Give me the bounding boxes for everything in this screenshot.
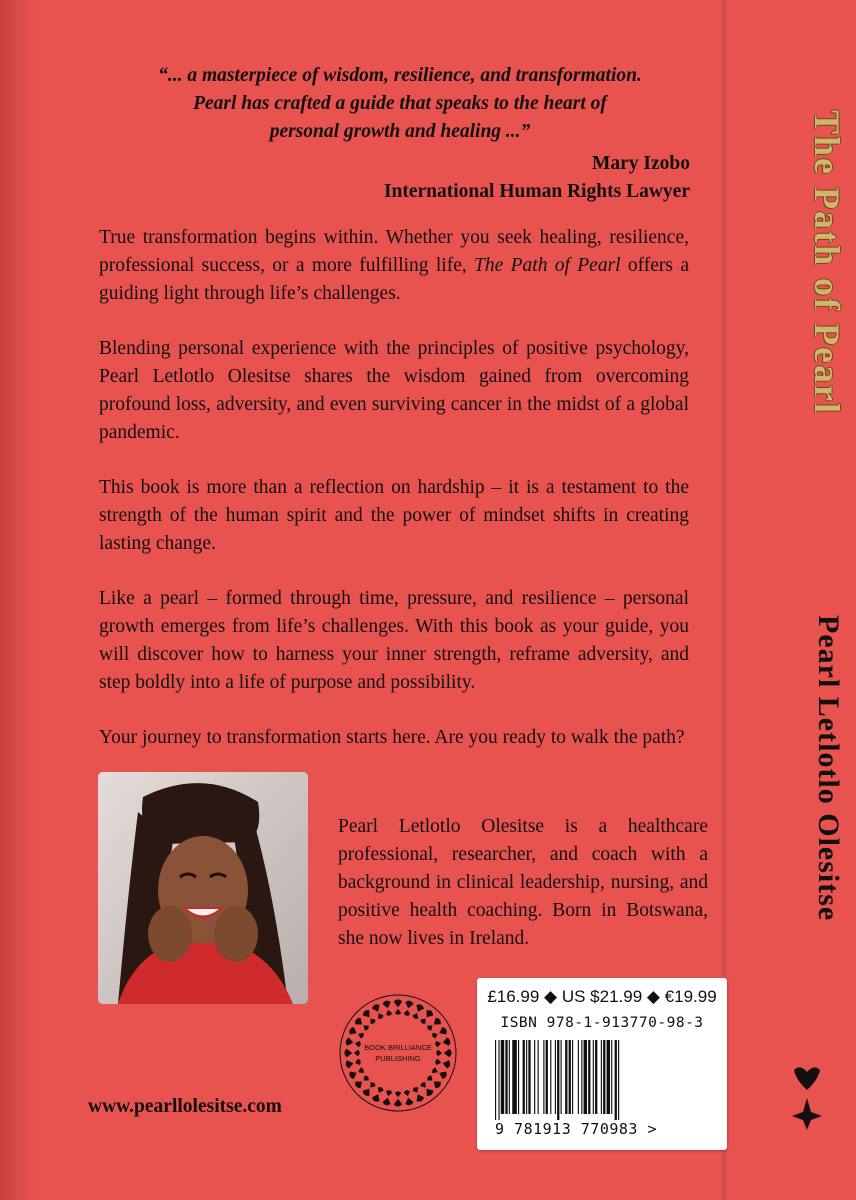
- page-edge: [0, 0, 36, 1200]
- wreath-ornament: [368, 1081, 377, 1090]
- wreath-ornament: [395, 1091, 401, 1097]
- barcode-bar: [572, 1040, 573, 1114]
- barcode-bar: [509, 1040, 510, 1114]
- wreath-ornament: [344, 1049, 352, 1057]
- blurb-paragraph-3: This book is more than a reflection on hardship – it is a testament to the strength of the human spirit and the power of mindset shifts in creating lasting change.: [99, 477, 689, 554]
- barcode-bar: [512, 1040, 517, 1114]
- blurb: [99, 224, 689, 779]
- price-list: £16.99 ◆ US $21.99 ◆ €19.99: [487, 987, 717, 1006]
- barcode-icon: [495, 1040, 711, 1120]
- wreath-ornament: [395, 1009, 401, 1015]
- wreath-ornament: [404, 1097, 414, 1106]
- wreath-ornament: [431, 1078, 442, 1089]
- wreath-ornament: [414, 1003, 425, 1014]
- wreath-ornament: [376, 1086, 384, 1094]
- barcode-bar: [543, 1040, 544, 1114]
- publisher-logo: [333, 988, 463, 1118]
- wreath-ornament: [361, 1086, 372, 1097]
- quote-author-title: International Human Rights Lawyer: [383, 181, 690, 202]
- publisher-wreath-icon: [333, 988, 463, 1118]
- barcode-bar: [618, 1040, 619, 1120]
- wreath-ornament: [412, 1086, 420, 1094]
- wreath-ornament: [368, 1016, 377, 1025]
- wreath-ornament: [357, 1067, 365, 1075]
- wreath-ornament: [423, 1008, 434, 1019]
- author-bio: Pearl Letlotlo Olesitse is a healthcare professional, researcher, and coach with a background in clinical leadership, nursing, and positive health coaching. Born in Botswana, she now lives in Ireland.: [338, 816, 708, 949]
- barcode-bar: [528, 1040, 530, 1114]
- wreath-ornament: [353, 1078, 364, 1089]
- blurb-paragraph-2: Blending personal experience with the principles of positive psychology, Pearl Letlotlo Olesitse shares the wisdom gained from overcoming profound loss, adversity, and even surviving cancer in the midst of a global pandemic.: [99, 338, 689, 443]
- barcode-bar: [561, 1040, 562, 1114]
- wreath-ornament: [435, 1058, 442, 1066]
- wreath-ornament: [354, 1058, 361, 1066]
- barcode-bar: [518, 1040, 519, 1114]
- barcode-bar: [565, 1040, 567, 1114]
- barcode-bar: [546, 1040, 548, 1114]
- author-photo: [98, 772, 308, 1004]
- wreath-ornament: [414, 1092, 425, 1103]
- barcode-bar: [601, 1040, 602, 1114]
- quote-line: “... a masterpiece of wisdom, resilience, and transformation.: [158, 65, 642, 86]
- quote-line: Pearl has crafted a guide that speaks to the heart of: [193, 93, 607, 114]
- blurb-text: True transformation begins within. Whether you seek healing, resilience, professional success, or a more fulfilling life,: [99, 227, 689, 276]
- wreath-ornament: [431, 1067, 439, 1075]
- spine-author: Pearl Letlotlo Olesitse: [812, 615, 845, 922]
- wreath-ornament: [437, 1026, 448, 1037]
- barcode-bar: [581, 1040, 582, 1114]
- barcode-bar: [534, 1040, 535, 1114]
- barcode-bar: [495, 1040, 496, 1120]
- wreath-ornament: [436, 1050, 442, 1056]
- wreath-ornament: [345, 1059, 354, 1069]
- wreath-ornament: [382, 1000, 392, 1009]
- wreath-ornament: [361, 1074, 370, 1083]
- wreath-ornament: [361, 1023, 370, 1032]
- barcode-bar: [603, 1040, 605, 1114]
- barcode-bar: [593, 1040, 594, 1114]
- wreath-ornament: [394, 999, 402, 1007]
- wreath-ornament: [382, 1097, 392, 1106]
- wreath-ornament: [361, 1008, 372, 1019]
- barcode-bar: [569, 1040, 571, 1114]
- quote-author: Mary Izobo: [591, 153, 690, 174]
- wreath-ornament: [431, 1031, 439, 1039]
- wreath-ornament: [444, 1049, 452, 1057]
- wreath-ornament: [426, 1023, 435, 1032]
- barcode-bar: [557, 1040, 559, 1120]
- wreath-ornament: [419, 1016, 428, 1025]
- barcode-bar: [498, 1040, 499, 1120]
- wreath-ornament: [404, 1000, 414, 1009]
- wreath-ornament: [403, 1090, 411, 1097]
- blurb-paragraph-4: Like a pearl – formed through time, pressure, and resilience – personal growth emerges from life’s challenges. With this book as your guide, you will discover how to harness your inner strength, reframe adversity, and step boldly into a life of purpose and possibility.: [99, 588, 689, 693]
- wreath-ornament: [442, 1059, 451, 1069]
- wreath-ornament: [385, 1090, 393, 1097]
- wreath-ornament: [353, 1016, 364, 1027]
- wreath-ornament: [385, 1009, 393, 1016]
- author-website: www.pearllolesitse.com: [88, 1096, 282, 1117]
- wreath-ornament: [426, 1074, 435, 1083]
- endorsement-quote: [90, 62, 710, 146]
- wreath-ornament: [348, 1026, 359, 1037]
- barcode-bar: [523, 1040, 525, 1114]
- wreath-ornament: [371, 1003, 382, 1014]
- wreath-ornament: [435, 1040, 442, 1048]
- wreath-ornament: [371, 1092, 382, 1103]
- barcode-bar: [588, 1040, 590, 1114]
- quote-attribution: [384, 150, 690, 206]
- barcode-bar: [611, 1040, 612, 1114]
- barcode-bar: [505, 1040, 507, 1114]
- blurb-paragraph-5: Your journey to transformation starts here. Are you ready to walk the path?: [99, 727, 685, 748]
- wreath-ornament: [354, 1050, 360, 1056]
- barcode-digits: 9 781913 770983 >: [495, 1120, 658, 1138]
- blurb-text: offers a guiding light through life’s challenges.: [99, 255, 689, 304]
- publisher-name-line-2: PUBLISHING: [375, 1054, 421, 1063]
- wreath-ornament: [431, 1016, 442, 1027]
- wreath-ornament: [403, 1009, 411, 1016]
- barcode-bar: [615, 1040, 617, 1120]
- barcode-bar: [578, 1040, 579, 1114]
- wreath-ornament: [423, 1086, 434, 1097]
- barcode-bar: [595, 1040, 597, 1114]
- wreath-ornament: [345, 1037, 354, 1047]
- barcode-bar: [538, 1040, 539, 1114]
- blurb-paragraph-1: [99, 224, 689, 308]
- quote-line: personal growth and healing ...”: [269, 121, 531, 142]
- wreath-ornament: [442, 1037, 451, 1047]
- barcode-bar: [550, 1040, 551, 1114]
- barcode-bar: [501, 1040, 504, 1114]
- barcode-bar: [607, 1040, 610, 1114]
- wreath-ornament: [348, 1069, 359, 1080]
- wreath-ornament: [354, 1040, 361, 1048]
- wreath-ornament: [412, 1012, 420, 1020]
- wreath-ornament: [376, 1012, 384, 1020]
- wreath-ornament: [357, 1031, 365, 1039]
- isbn-label: ISBN 978-1-913770-98-3: [500, 1015, 704, 1031]
- book-title-inline: The Path of Pearl: [474, 255, 621, 276]
- wreath-ornament: [437, 1069, 448, 1080]
- publisher-name-line-1: BOOK BRILLIANCE: [364, 1043, 432, 1052]
- publisher-spine-icon: [790, 1062, 824, 1130]
- spine-title: The Path of Pearl: [807, 110, 847, 415]
- author-portrait-illustration: [98, 772, 308, 1004]
- barcode-bar: [555, 1040, 556, 1114]
- barcode-panel: [477, 978, 727, 1150]
- wreath-ornament: [419, 1081, 428, 1090]
- wreath-ornament: [394, 1099, 402, 1107]
- barcode-bar: [584, 1040, 587, 1114]
- barcode-bar: [526, 1040, 527, 1114]
